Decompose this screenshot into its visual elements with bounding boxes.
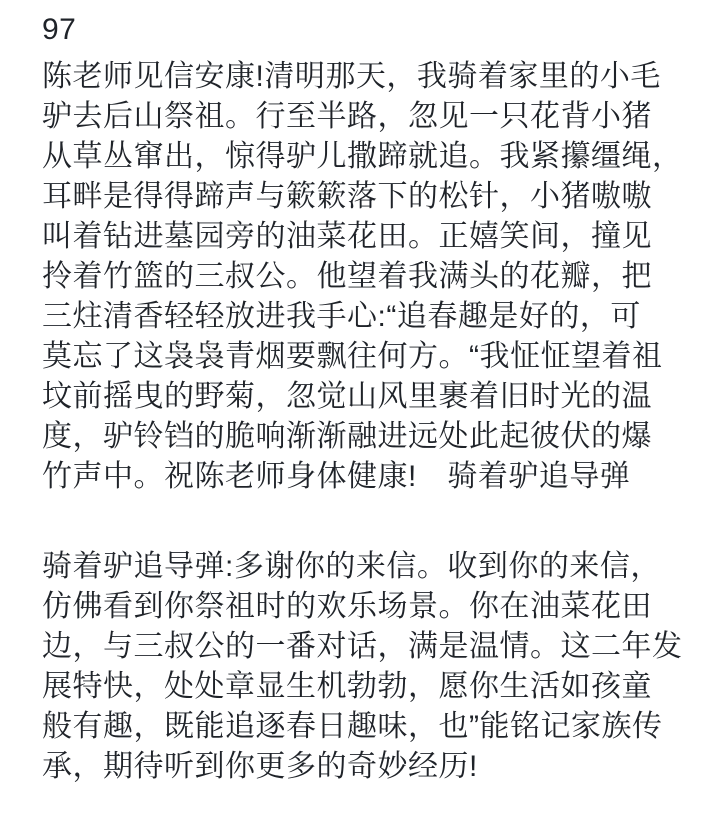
text-line: 仿佛看到你祭祖时的欢乐场景。你在油菜花田 — [42, 590, 652, 623]
text-line: 三炷清香轻轻放进我手心:“追春趣是好的，可 — [42, 300, 641, 333]
text-line: 从草丛窜出，惊得驴儿撒蹄就追。我紧攥缰绳， — [42, 140, 683, 173]
text-line: 般有趣，既能追逐春日趣味，也”能铭记家族传 — [42, 710, 663, 743]
text-line: 承，期待听到你更多的奇妙经历! — [42, 750, 478, 783]
text-line: 拎着竹篮的三叔公。他望着我满头的花瓣，把 — [42, 260, 652, 293]
letter-paragraph — [42, 57, 690, 497]
text-line: 耳畔是得得蹄声与簌簌落下的松针，小猪嗷嗷 — [42, 180, 652, 213]
text-line: 坟前摇曳的野菊，忽觉山风里裹着旧时光的温 — [42, 380, 652, 413]
text-line: 竹声中。祝陈老师身体健康! 骑着驴追导弹 — [42, 460, 631, 493]
page-number: 97 — [42, 13, 77, 46]
text-line: 度，驴铃铛的脆响渐渐融进远处此起彼伏的爆 — [42, 420, 652, 453]
text-line: 叫着钻进墓园旁的油菜花田。正嬉笑间，撞见 — [42, 220, 652, 253]
text-line: 骑着驴追导弹:多谢你的来信。收到你的来信， — [42, 550, 661, 583]
text-line: 莫忘了这袅袅青烟要飘往何方。“我怔怔望着祖 — [42, 340, 663, 373]
reply-paragraph — [42, 547, 690, 787]
text-line: 驴去后山祭祖。行至半路，忽见一只花背小猪 — [42, 100, 652, 133]
text-line: 展特快，处处章显生机勃勃，愿你生活如孩童 — [42, 670, 652, 703]
text-line: 陈老师见信安康!清明那天，我骑着家里的小毛 — [42, 60, 661, 93]
text-line: 边，与三叔公的一番对话，满是温情。这二年发 — [42, 630, 683, 663]
